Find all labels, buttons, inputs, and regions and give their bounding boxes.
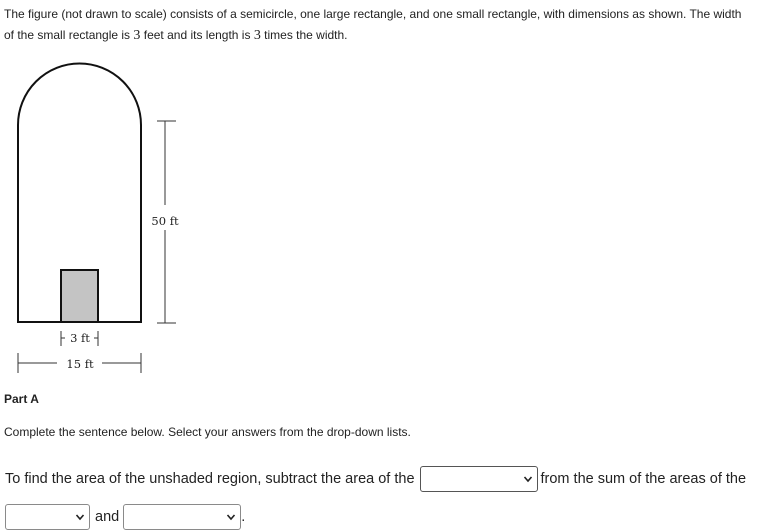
times-value: 3 [253,28,261,43]
second-dropdown[interactable] [5,504,90,530]
problem-line-2 [4,25,758,46]
third-dropdown[interactable] [123,504,241,530]
problem-line-2-end: times the width. [260,28,348,42]
sentence-text-1: To find the area of the unshaded region, subtract the area of the [5,471,415,487]
part-a-heading: Part A [4,392,39,406]
small-rectangle [61,270,98,322]
composite-figure [0,55,200,380]
chevron-down-icon [226,512,236,522]
large-width-label: 15 ft [66,357,94,371]
sentence-line-2 [5,504,245,530]
sentence-line-1 [5,466,746,492]
instructions-text: Complete the sentence below. Select your answers from the drop-down lists. [4,425,411,439]
small-width-label: 3 ft [70,331,90,345]
height-label: 50 ft [151,214,179,228]
first-dropdown[interactable] [420,466,538,492]
problem-line-2-middle: feet and its length is [140,28,254,42]
chevron-down-icon [523,474,533,484]
sentence-text-3: and [95,509,120,525]
figure-drawing [0,55,200,380]
width-value: 3 [133,28,141,43]
chevron-down-icon [75,512,85,522]
problem-line-1: The figure (not drawn to scale) consists of a semicircle, one large rectangle, and one small rectangle, with dimensions as shown. The width [4,7,742,21]
problem-statement [4,4,758,46]
problem-line-2-start: of the small rectangle is [4,28,134,42]
sentence-text-4: . [241,509,246,525]
sentence-text-2: from the sum of the areas of the [540,471,747,487]
